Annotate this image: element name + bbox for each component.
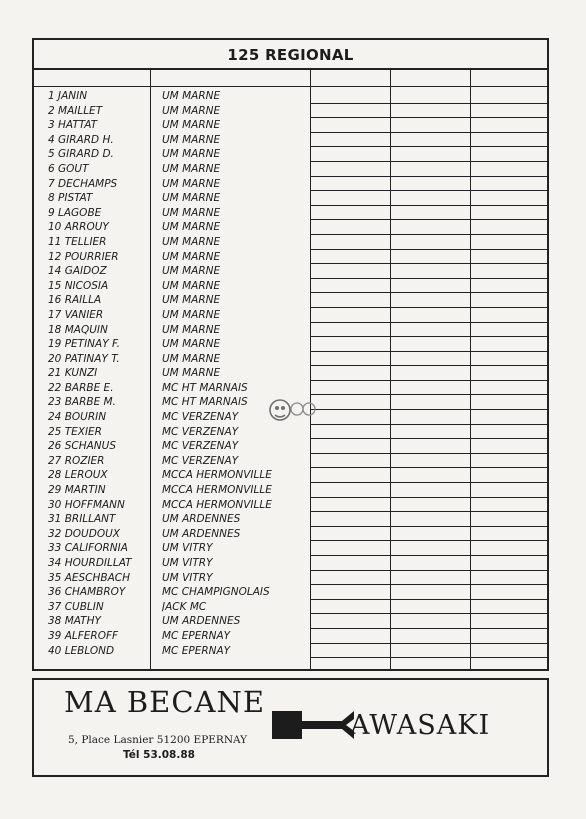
rider-club: UM MARNE [162,177,221,190]
rider-name: 23 BARBE M. [48,396,116,409]
rider-name: 12 POURRIER [48,250,119,263]
rider-club: UM MARNE [162,308,221,321]
table-row [34,308,547,323]
rider-name: 34 HOURDILLAT [48,557,132,569]
rider-club: MCCA HERMONVILLE [162,484,272,497]
table-row [34,162,547,177]
table-row [34,571,547,586]
rider-club: MC VERZENAY [162,411,239,424]
rider-name: 27 ROZIER [48,454,105,467]
rider-club: MC VERZENAY [162,440,239,453]
rider-name: 17 VANIER [48,308,104,321]
table-row [34,264,547,279]
rider-club: UM MARNE [162,367,221,380]
rider-name: 33 CALIFORNIA [48,542,128,555]
table-row [34,177,547,192]
ad-phone: Tél 53.08.88 [123,749,195,761]
table-title: 125 REGIONAL [34,40,547,70]
ad-address: 5, Place Lasnier 51200 EPERNAY [68,734,248,746]
rider-club: MC EPERNAY [162,629,231,642]
rider-name: 1 JANIN [48,90,88,102]
rider-name: 9 LAGOBE [48,206,102,219]
rider-name: 5 GIRARD D. [48,148,114,161]
rider-name: 15 NICOSIA [48,279,109,292]
rider-name: 31 BRILLANT [48,513,116,526]
rider-club: UM MARNE [162,323,221,336]
rider-name: 4 GIRARD H. [48,133,114,146]
rider-club: UM MARNE [162,90,221,102]
rider-name: 26 SCHANUS [48,440,116,453]
results-table [32,38,549,671]
advertisement [32,678,549,777]
table-row [34,206,547,221]
rider-club: MC VERZENAY [162,425,239,438]
table-row [34,337,547,352]
table-row [34,89,547,104]
rider-name: 18 MAQUIN [48,323,108,336]
rider-name: 38 MATHY [48,615,101,628]
rider-club: JACK MC [162,600,207,613]
table-row [34,133,547,148]
table-row [34,279,547,294]
rider-club: UM MARNE [162,235,221,248]
rider-club: UM MARNE [162,192,221,205]
rider-club: UM VITRY [162,557,213,569]
rider-club: UM MARNE [162,221,221,234]
rider-club: UM MARNE [162,265,221,278]
rider-name: 21 KUNZI [48,367,98,380]
rider-name: 32 DOUDOUX [48,527,120,540]
rider-club: MCCA HERMONVILLE [162,498,272,511]
rider-name: 2 MAILLET [48,104,103,117]
stamp-mark [267,393,319,427]
table-row [34,439,547,454]
rider-name: 14 GAIDOZ [48,265,107,278]
table-row [34,527,547,542]
rider-club: MC CHAMPIGNOLAIS [162,586,270,599]
rider-name: 24 BOURIN [48,411,107,424]
rider-club: MCCA HERMONVILLE [162,469,272,482]
table-row [34,293,547,308]
rider-club: MC VERZENAY [162,454,239,467]
rider-name: 25 TEXIER [48,425,102,438]
rider-club: MC EPERNAY [162,644,231,657]
rider-name: 19 PETINAY F. [48,338,120,351]
rider-club: UM VITRY [162,571,213,584]
rider-club: UM ARDENNES [162,513,241,526]
table-row [34,644,547,659]
rider-name: 29 MARTIN [48,484,106,497]
table-row [34,541,547,556]
rider-club: MC HT MARNAIS [162,396,248,409]
table-row [34,352,547,367]
table-row [34,585,547,600]
rider-name: 28 LEROUX [48,469,108,482]
table-body [34,89,547,658]
rider-name: 35 AESCHBACH [48,571,131,584]
ad-title: MA BECANE [64,685,266,719]
rider-name: 7 DECHAMPS [48,177,118,190]
table-row [34,556,547,571]
row-rule [310,657,547,658]
rider-name: 36 CHAMBROY [48,586,126,599]
rider-name: 16 RAILLA [48,294,102,307]
table-row [34,235,547,250]
table-row [34,191,547,206]
table-row [34,323,547,338]
rider-club: UM MARNE [162,250,221,263]
table-row [34,118,547,133]
table-row [34,250,547,265]
rider-club: UM MARNE [162,206,221,219]
table-row [34,629,547,644]
table-row [34,147,547,162]
table-row [34,220,547,235]
rider-club: UM MARNE [162,119,221,132]
rider-name: 8 PISTAT [48,192,93,205]
rider-club: UM MARNE [162,133,221,146]
table-row [34,104,547,119]
rider-name: 30 HOFFMANN [48,498,125,511]
rider-name: 6 GOUT [48,162,89,175]
rider-name: 3 HATTAT [48,119,98,132]
table-row [34,614,547,629]
table-row [34,468,547,483]
rider-club: UM MARNE [162,294,221,307]
table-row [34,600,547,615]
brand-mark-icon [272,711,354,739]
rider-club: UM ARDENNES [162,615,241,628]
table-row [34,454,547,469]
table-row [34,483,547,498]
table-row [34,498,547,513]
rider-club: UM MARNE [162,104,221,117]
rider-name: 11 TELLIER [48,235,107,248]
brand-logo [272,710,540,744]
rider-name: 39 ALFEROFF [48,629,119,642]
rider-club: UM ARDENNES [162,527,241,540]
rider-name: 37 CUBLIN [48,600,104,613]
rider-name: 40 LEBLOND [48,644,115,657]
rider-club: UM MARNE [162,148,221,161]
rider-club: UM MARNE [162,162,221,175]
rider-name: 10 ARROUY [48,221,109,234]
rider-club: UM MARNE [162,338,221,351]
rider-name: 20 PATINAY T. [48,352,120,365]
rider-club: UM VITRY [162,542,213,555]
rider-club: MC HT MARNAIS [162,381,248,394]
table-row [34,366,547,381]
rider-club: UM MARNE [162,279,221,292]
table-row [34,512,547,527]
rider-club: UM MARNE [162,352,221,365]
rider-name: 22 BARBE E. [48,381,114,394]
brand-name: AWASAKI [350,710,491,741]
